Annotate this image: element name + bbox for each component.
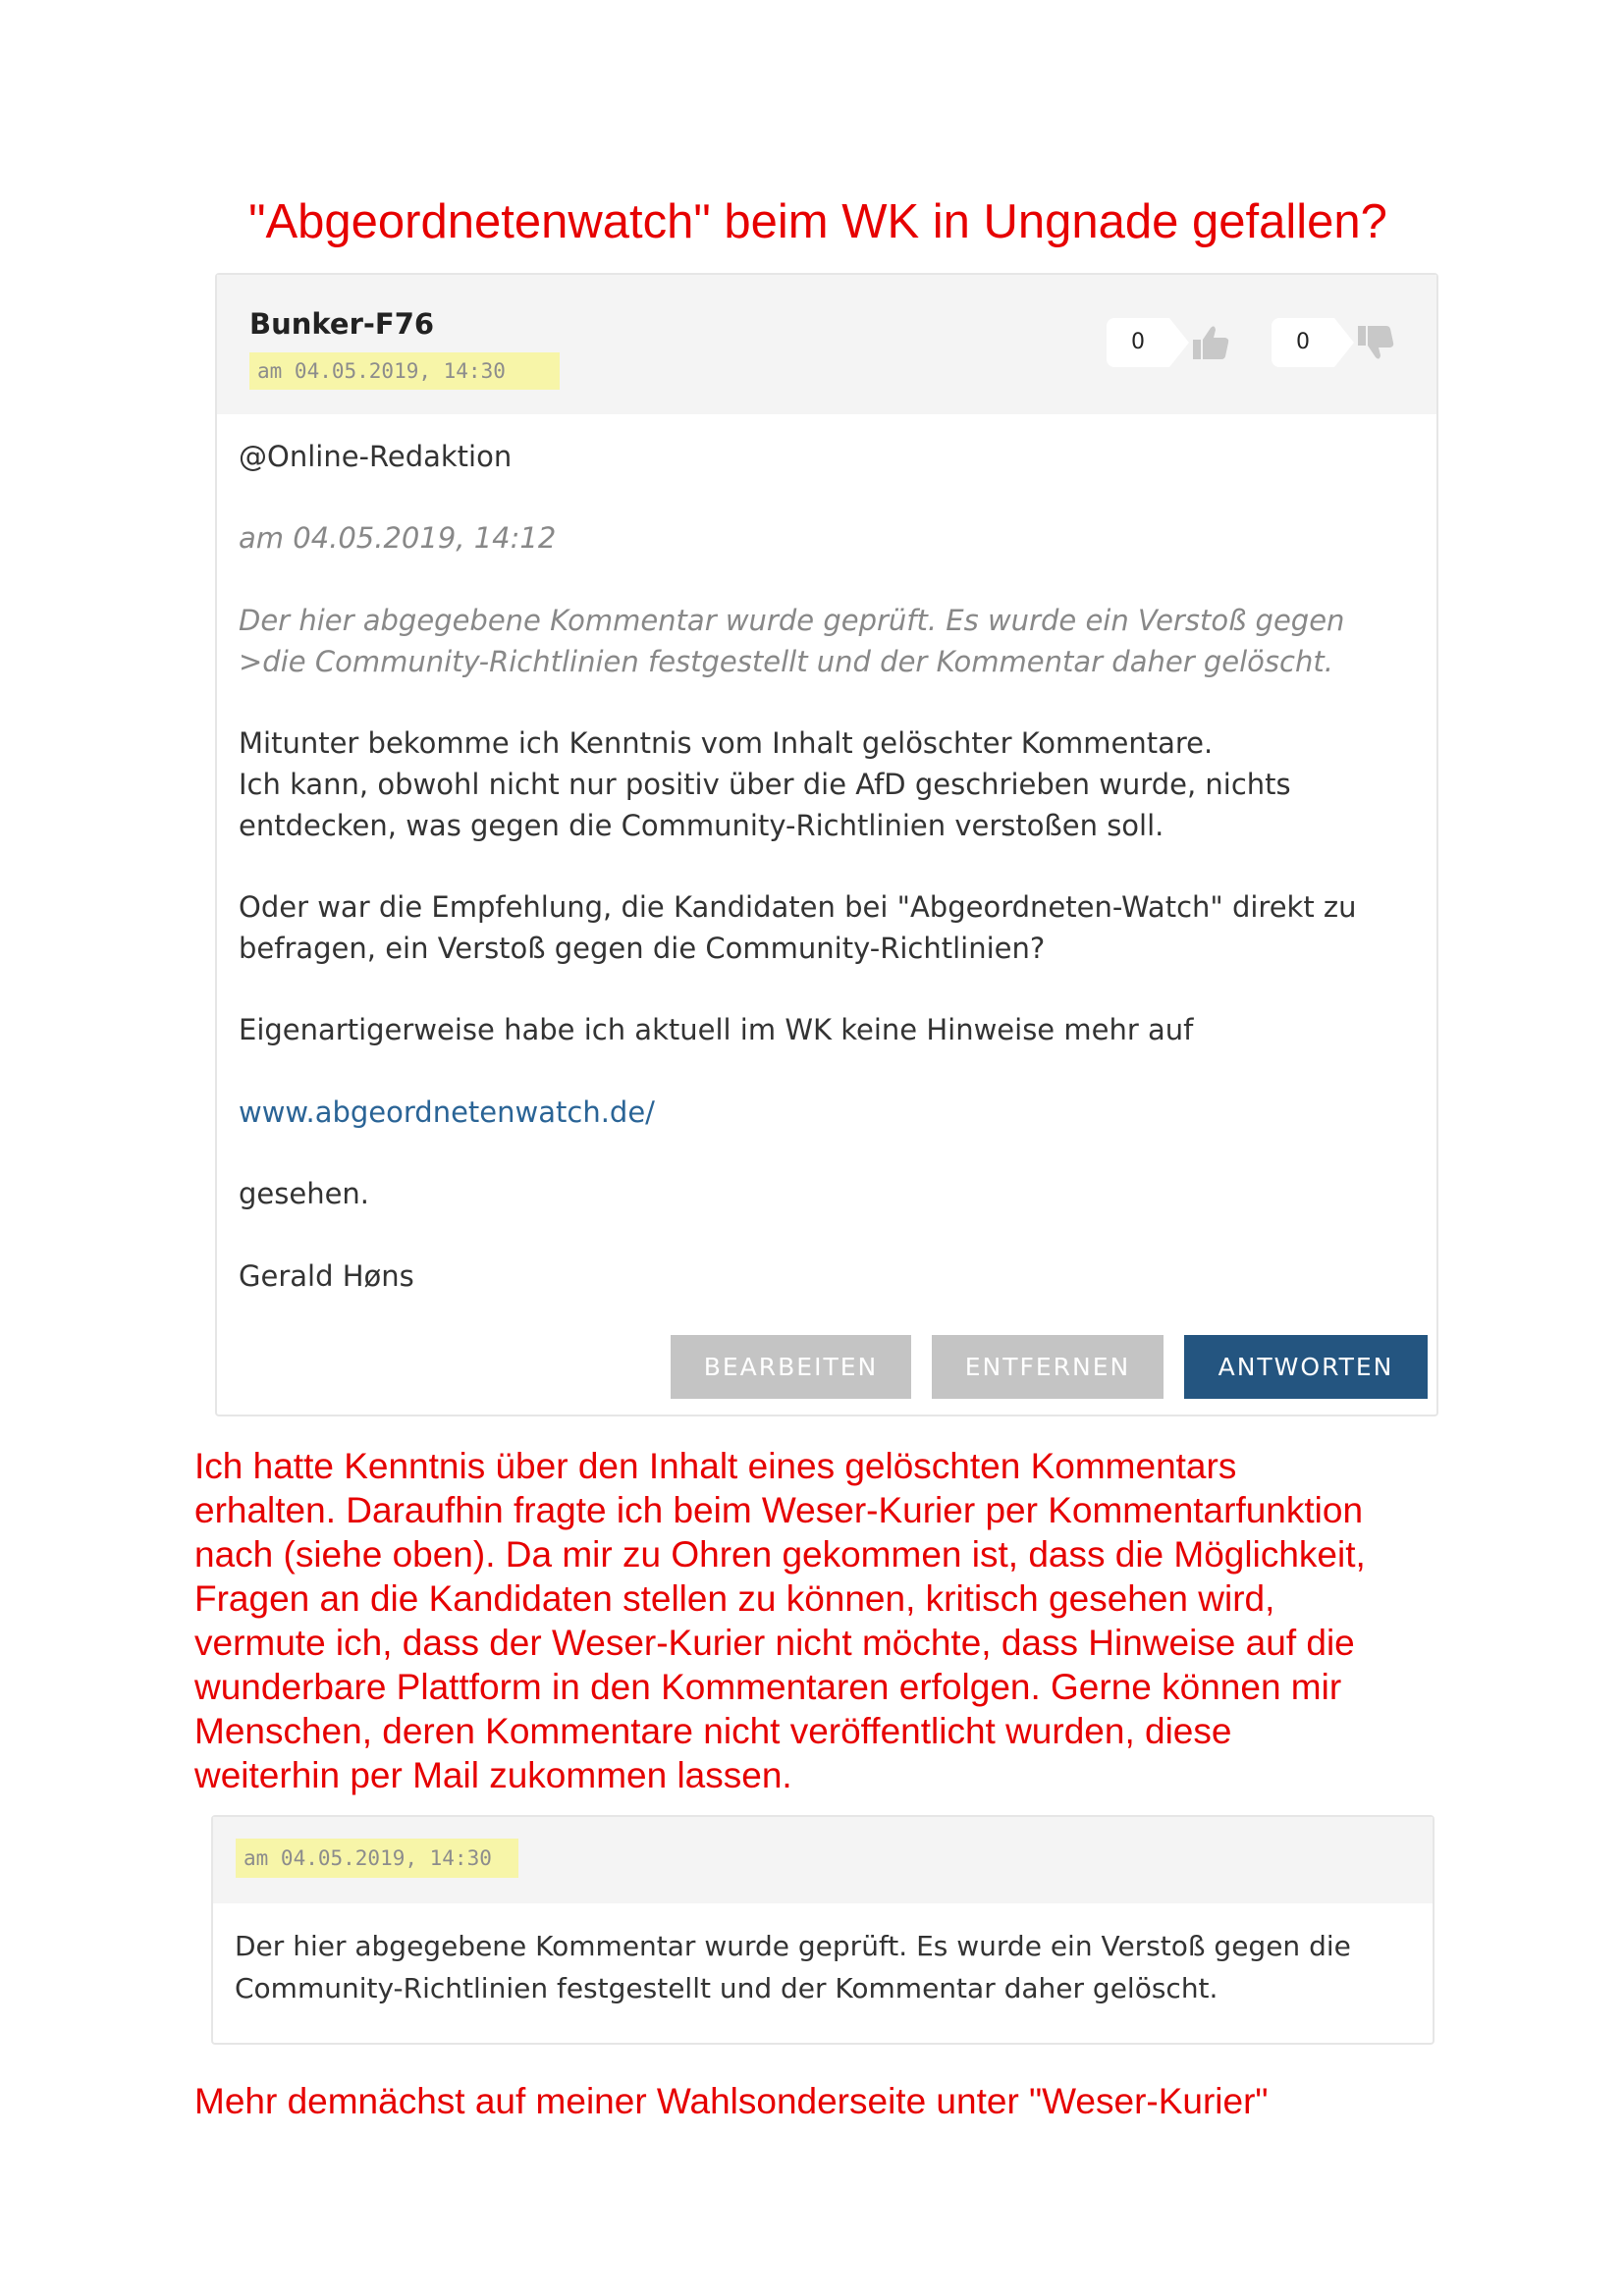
note-line: nach (siehe oben). Da mir zu Ohren gekommen ist, dass die Möglichkeit, [194,1534,1366,1575]
like-count: 0 [1107,318,1169,367]
comment-text-line: Mitunter bekomme ich Kenntnis vom Inhalt gelöschter Kommentare. [239,726,1214,760]
comment-timestamp: am 04.05.2019, 14:30 [249,352,560,390]
quoted-text-line: >die Community-Richtlinien festgestellt und der Kommentar daher gelöscht. [239,645,1333,678]
note-line: vermute ich, dass der Weser-Kurier nicht möchte, dass Hinweise auf die [194,1623,1355,1663]
deleted-comment-text-line: Der hier abgegebene Kommentar wurde geprüft. Es wurde ein Verstoß gegen die [235,1930,1351,1962]
deleted-comment-timestamp: am 04.05.2019, 14:30 [236,1839,518,1878]
comment-card [215,273,1438,1416]
comment-header [217,275,1436,414]
comment-text-line: Oder war die Empfehlung, die Kandidaten bei "Abgeordneten-Watch" direkt zu [239,890,1357,924]
note-line: wunderbare Plattform in den Kommentaren erfolgen. Gerne können mir [194,1667,1342,1707]
explanatory-note [194,1444,1451,1797]
quoted-timestamp: am 04.05.2019, 14:12 [239,521,557,555]
edit-button[interactable]: BEARBEITEN [671,1335,911,1399]
comment-text-line: entdecken, was gegen die Community-Richtlinien verstoßen soll. [239,809,1164,842]
thumbs-up-icon[interactable] [1191,324,1230,361]
comment-text-line: Ich kann, obwohl nicht nur positiv über die AfD geschrieben wurde, nichts [239,768,1291,801]
reply-button[interactable]: ANTWORTEN [1184,1335,1428,1399]
note-line: weiterhin per Mail zukommen lassen. [194,1755,792,1795]
comment-author[interactable]: Bunker-F76 [249,307,435,341]
comment-mention: @Online-Redaktion [239,440,513,473]
comment-text-line: gesehen. [239,1177,370,1210]
note-line: Menschen, deren Kommentare nicht veröffentlicht wurden, diese [194,1711,1232,1751]
thumbs-down-icon[interactable] [1356,324,1395,361]
dislike-count: 0 [1272,318,1334,367]
comment-signature: Gerald Høns [239,1259,414,1293]
deleted-comment-text-line: Community-Richtlinien festgestellt und der Kommentar daher gelöscht. [235,1972,1218,2004]
deleted-comment-header [213,1817,1433,1903]
comment-text-line: befragen, ein Verstoß gegen die Community-Richtlinien? [239,932,1046,965]
remove-button[interactable]: ENTFERNEN [932,1335,1164,1399]
comment-text-line: Eigenartigerweise habe ich aktuell im WK keine Hinweise mehr auf [239,1013,1194,1046]
footer-note: Mehr demnächst auf meiner Wahlsonderseite unter "Weser-Kurier" [194,2081,1269,2121]
abgeordnetenwatch-link[interactable]: www.abgeordnetenwatch.de/ [239,1095,655,1129]
quoted-text-line: Der hier abgegebene Kommentar wurde geprüft. Es wurde ein Verstoß gegen [239,604,1345,637]
note-line: Ich hatte Kenntnis über den Inhalt eines gelöschten Kommentars [194,1446,1237,1486]
page-title: "Abgeordnetenwatch" beim WK in Ungnade gefallen? [248,195,1387,248]
note-line: Fragen an die Kandidaten stellen zu können, kritisch gesehen wird, [194,1578,1275,1619]
deleted-comment-card [211,1815,1435,2045]
note-line: erhalten. Daraufhin fragte ich beim Weser-Kurier per Kommentarfunktion [194,1490,1364,1530]
